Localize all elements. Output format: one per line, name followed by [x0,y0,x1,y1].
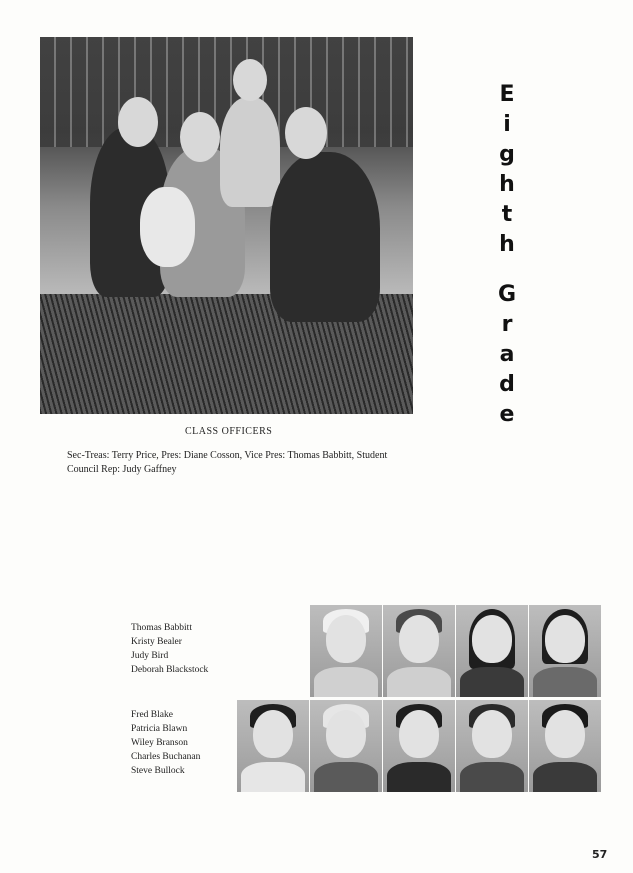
student-name: Fred Blake [131,710,173,720]
officer-figure [220,97,280,207]
title-letter: i [503,112,511,137]
student-name: Wiley Branson [131,738,188,748]
title-letter: a [499,342,515,367]
page-number: 57 [592,848,608,861]
caption-text: Sec-Treas: Terry Price, Pres: Diane Cosson, Vice Pres: Thomas Babbitt, Student Council Rep: Judy Gaffney [67,450,388,475]
student-portrait [310,700,382,792]
name-list-1 [131,621,208,677]
student-name: Judy Bird [131,651,169,661]
officer-face [285,107,327,159]
title-letter: t [501,202,513,227]
vertical-title [492,80,522,430]
title-letter: e [499,402,515,427]
officer-face [180,112,220,162]
title-letter: E [499,82,515,107]
student-portrait [456,605,528,697]
officer-face [118,97,158,147]
student-portrait [383,605,455,697]
title-letter: d [499,372,515,397]
student-portrait [529,700,601,792]
student-portrait [237,700,309,792]
student-name: Steve Bullock [131,766,185,776]
student-name: Kristy Bealer [131,637,182,647]
student-portrait [310,605,382,697]
title-letter: g [499,142,515,167]
officer-figure [270,152,380,322]
title-letter: h [499,172,515,197]
title-letter: h [499,232,515,257]
student-portrait [456,700,528,792]
title-letter: G [497,282,517,307]
name-list-2 [131,708,200,778]
officer-face [233,59,267,101]
poodle-dog [140,187,195,267]
title-gap [492,260,522,280]
title-letter: r [501,312,513,337]
caption-title: CLASS OFFICERS [185,426,273,437]
student-portrait [383,700,455,792]
student-name: Patricia Blawn [131,724,188,734]
student-name: Deborah Blackstock [131,665,209,675]
student-portrait [529,605,601,697]
student-name: Charles Buchanan [131,752,201,762]
student-name: Thomas Babbitt [131,623,192,633]
class-officers-photo [40,37,413,414]
